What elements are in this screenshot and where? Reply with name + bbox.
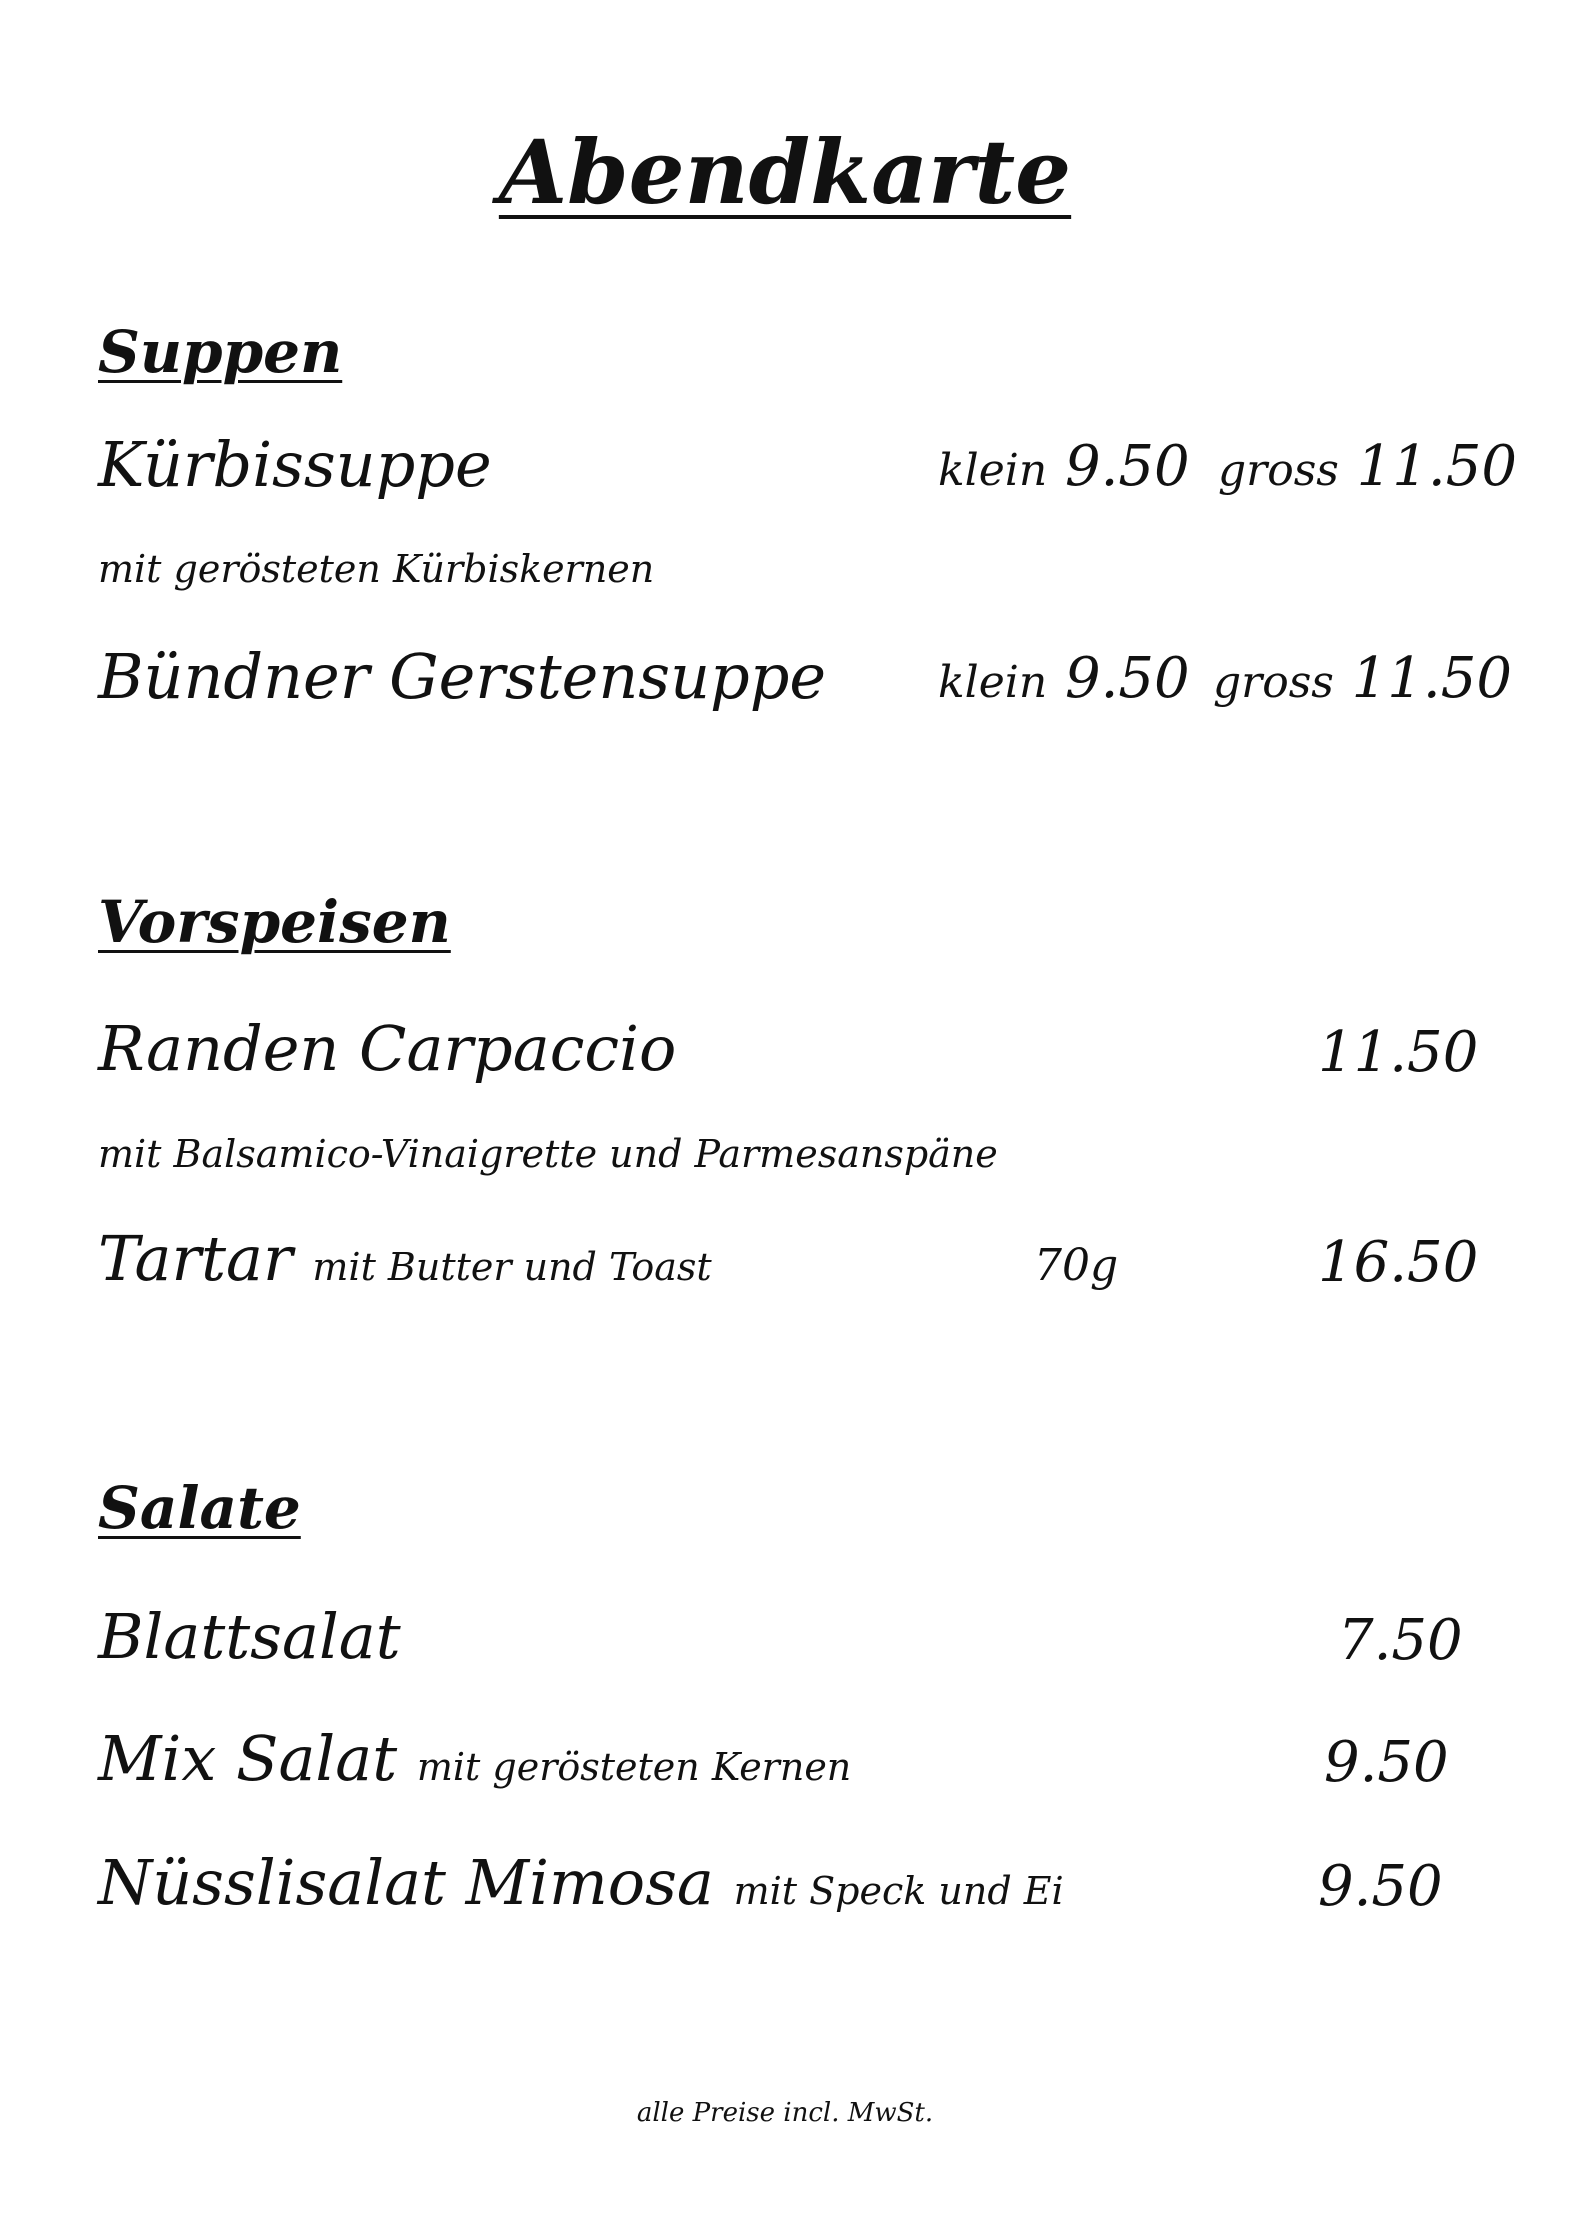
section-heading-salate: Salate bbox=[98, 1474, 301, 1542]
price-nuesslisalat: 9.50 bbox=[1318, 1854, 1443, 1919]
section-heading-vorspeisen: Vorspeisen bbox=[98, 888, 451, 956]
price-randen-carpaccio: 11.50 bbox=[1318, 1020, 1479, 1085]
dish-name-nuesslisalat: Nüsslisalat Mimosa bbox=[98, 1846, 714, 1919]
price-mix-salat: 9.50 bbox=[1324, 1730, 1449, 1795]
footer-vat-note: alle Preise incl. MwSt. bbox=[636, 2098, 934, 2128]
price-tartar: 16.50 bbox=[1318, 1230, 1479, 1295]
price-value-large: 11.50 bbox=[1356, 434, 1517, 499]
price-small-kuerbissuppe bbox=[938, 434, 1190, 499]
dish-name-tartar: Tartar bbox=[98, 1222, 293, 1295]
dish-nuesslisalat bbox=[98, 1846, 1064, 1919]
price-value-small: 9.50 bbox=[1065, 434, 1190, 499]
menu-title: Abendkarte bbox=[498, 120, 1072, 224]
dish-name-kuerbissuppe: Kürbissuppe bbox=[98, 428, 492, 501]
size-label-small: klein bbox=[938, 445, 1048, 496]
size-label-large: gross bbox=[1218, 445, 1339, 496]
price-small-gerstensuppe bbox=[938, 646, 1190, 711]
size-label-small: klein bbox=[938, 657, 1048, 708]
dish-name-gerstensuppe: Bündner Gerstensuppe bbox=[98, 640, 827, 713]
dish-weight-tartar: 70g bbox=[1034, 1240, 1119, 1291]
dish-mix-salat bbox=[98, 1722, 851, 1795]
dish-description-kuerbissuppe: mit gerösteten Kürbiskernen bbox=[98, 547, 655, 591]
dish-description-randen-carpaccio: mit Balsamico-Vinaigrette und Parmesanspäne bbox=[98, 1132, 998, 1176]
dish-name-mix-salat: Mix Salat bbox=[98, 1722, 398, 1795]
dish-note-nuesslisalat: mit Speck und Ei bbox=[733, 1869, 1064, 1913]
price-value-large: 11.50 bbox=[1351, 646, 1512, 711]
size-label-large: gross bbox=[1213, 657, 1334, 708]
price-blattsalat: 7.50 bbox=[1338, 1608, 1463, 1673]
dish-note-mix-salat: mit gerösteten Kernen bbox=[416, 1745, 852, 1789]
dish-note-tartar: mit Butter und Toast bbox=[312, 1245, 712, 1289]
price-value-small: 9.50 bbox=[1065, 646, 1190, 711]
section-heading-suppen: Suppen bbox=[98, 318, 343, 386]
price-large-gerstensuppe bbox=[1213, 646, 1512, 711]
price-large-kuerbissuppe bbox=[1218, 434, 1517, 499]
dish-name-randen-carpaccio: Randen Carpaccio bbox=[98, 1012, 677, 1085]
dish-name-blattsalat: Blattsalat bbox=[98, 1600, 401, 1673]
dish-tartar bbox=[98, 1222, 712, 1295]
